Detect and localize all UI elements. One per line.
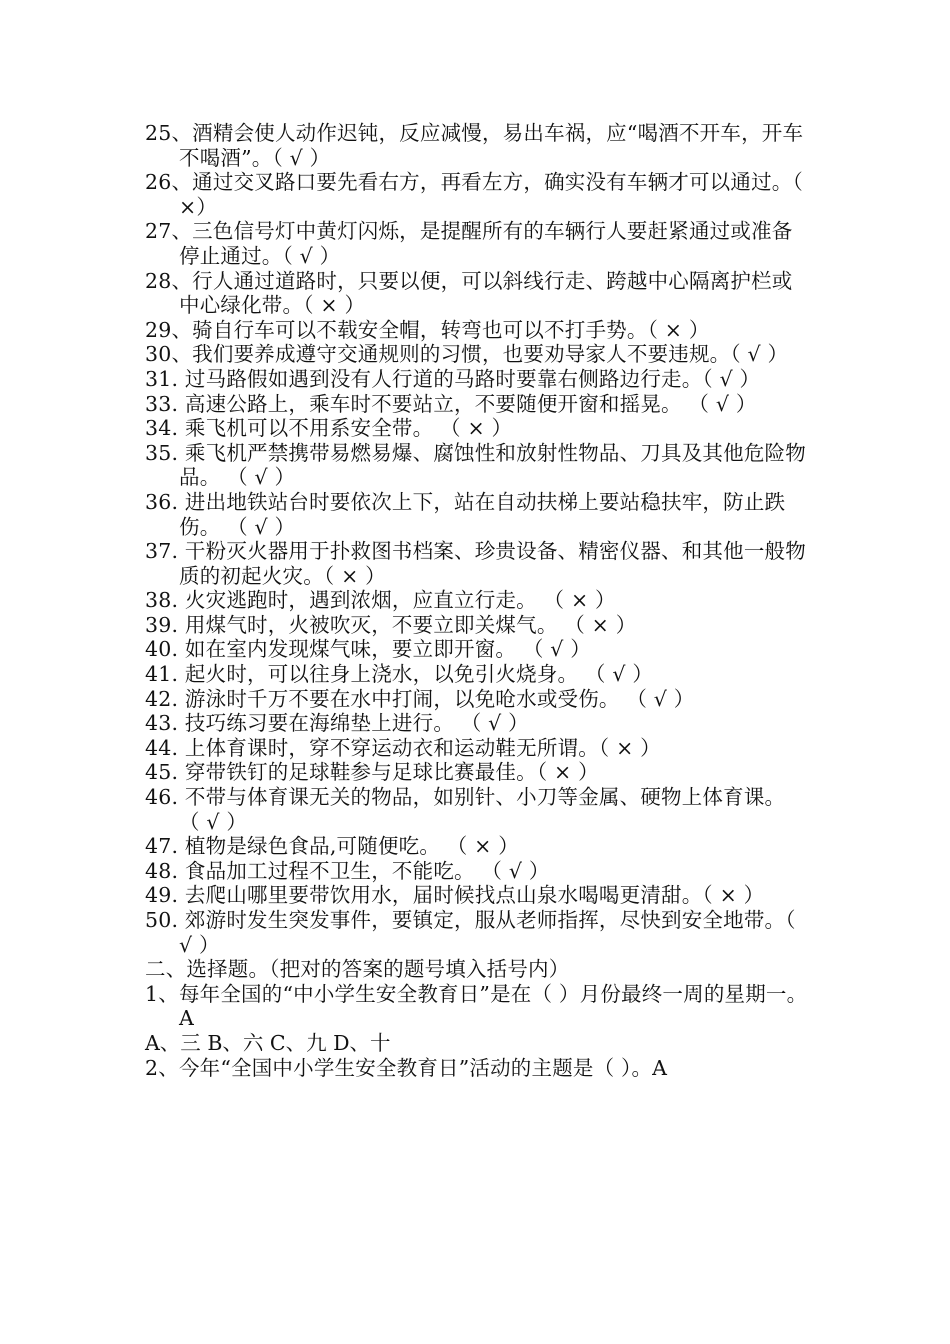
tf-question-39: 39. 用煤气时，火被吹灭，不要立即关煤气。 （ × ） [145,612,637,637]
tf-question-48: 48. 食品加工过程不卫生，不能吃。 （ √ ） [145,858,550,883]
tf-question-50: 50. 郊游时发生突发事件，要镇定，服从老师指挥，尽快到安全地带。（ √ ） [145,908,796,957]
tf-question-28: 28、行人通过道路时，只要以便，可以斜线行走、跨越中心隔离护栏或中心绿化带。（ × ） [145,268,793,318]
tf-question-31: 31. 过马路假如遇到没有人行道的马路时要靠右侧路边行走。（ √ ） [145,366,761,391]
mc-question-2: 2、今年“全国中小学生安全教育日”活动的主题是（ ）。A [145,1055,668,1080]
tf-question-37: 37. 干粉灭火器用于扑救图书档案、珍贵设备、精密仪器、和其他一般物质的初起火灾。（ × ） [145,539,806,588]
tf-question-33: 33. 高速公路上，乘车时不要站立，不要随便开窗和摇晃。 （ √ ） [145,391,757,416]
tf-question-42: 42. 游泳时千万不要在水中打闹，以免呛水或受伤。 （ √ ） [145,686,695,711]
section-title: 二、选择题。（把对的答案的题号填入括号内） [145,957,570,982]
tf-question-45: 45. 穿带铁钉的足球鞋参与足球比赛最佳。（ × ） [145,760,599,785]
tf-question-38: 38. 火灾逃跑时，遇到浓烟，应直立行走。 （ × ） [145,588,616,613]
tf-question-25: 25、酒精会使人动作迟钝，反应减慢，易出车祸，应“喝酒不开车，开车不喝酒”。（ √ ） [145,121,804,170]
tf-question-34: 34. 乘飞机可以不用系安全带。 （ × ） [145,416,513,441]
tf-question-49: 49. 去爬山哪里要带饮用水，届时候找点山泉水喝喝更清甜。（ × ） [145,883,765,908]
tf-question-41: 41. 起火时，可以往身上浇水，以免引火烧身。 （ √ ） [145,662,654,687]
mc-question-1: 1、每年全国的“中小学生安全教育日”是在（ ）月份最终一周的星期一。A [145,981,808,1031]
tf-question-36: 36. 进出地铁站台时要依次上下，站在自动扶梯上要站稳扶牢，防止跌伤。 （ √ ） [145,489,786,539]
tf-question-44: 44. 上体育课时，穿不穿运动衣和运动鞋无所谓。（ × ） [145,735,661,760]
tf-question-40: 40. 如在室内发现煤气味，要立即开窗。 （ √ ） [145,637,591,662]
tf-question-29: 29、骑自行车可以不载安全帽，转弯也可以不打手势。（ × ） [145,317,710,342]
tf-question-46: 46. 不带与体育课无关的物品，如别针、小刀等金属、硬物上体育课。 （ √ ） [145,785,786,834]
tf-question-30: 30、我们要养成遵守交通规则的习惯，也要劝导家人不要违规。（ √ ） [145,342,789,367]
tf-question-35: 35. 乘飞机严禁携带易燃易爆、腐蚀性和放射性物品、刀具及其他危险物品。 （ √ ） [145,440,806,490]
tf-question-27: 27、三色信号灯中黄灯闪烁，是提醒所有的车辆行人要赶紧通过或准备停止通过。（ √ ） [145,219,793,268]
tf-question-43: 43. 技巧练习要在海绵垫上进行。 （ √ ） [145,711,529,736]
tf-question-47: 47. 植物是绿色食品,可随便吃。 （ × ） [145,834,519,859]
mc-question-1-options: A、三 B、六 C、九 D、十 [145,1030,391,1055]
tf-question-26: 26、通过交叉路口要先看右方，再看左方，确实没有车辆才可以通过。（ ×） [145,170,803,219]
document-page [145,121,810,1080]
